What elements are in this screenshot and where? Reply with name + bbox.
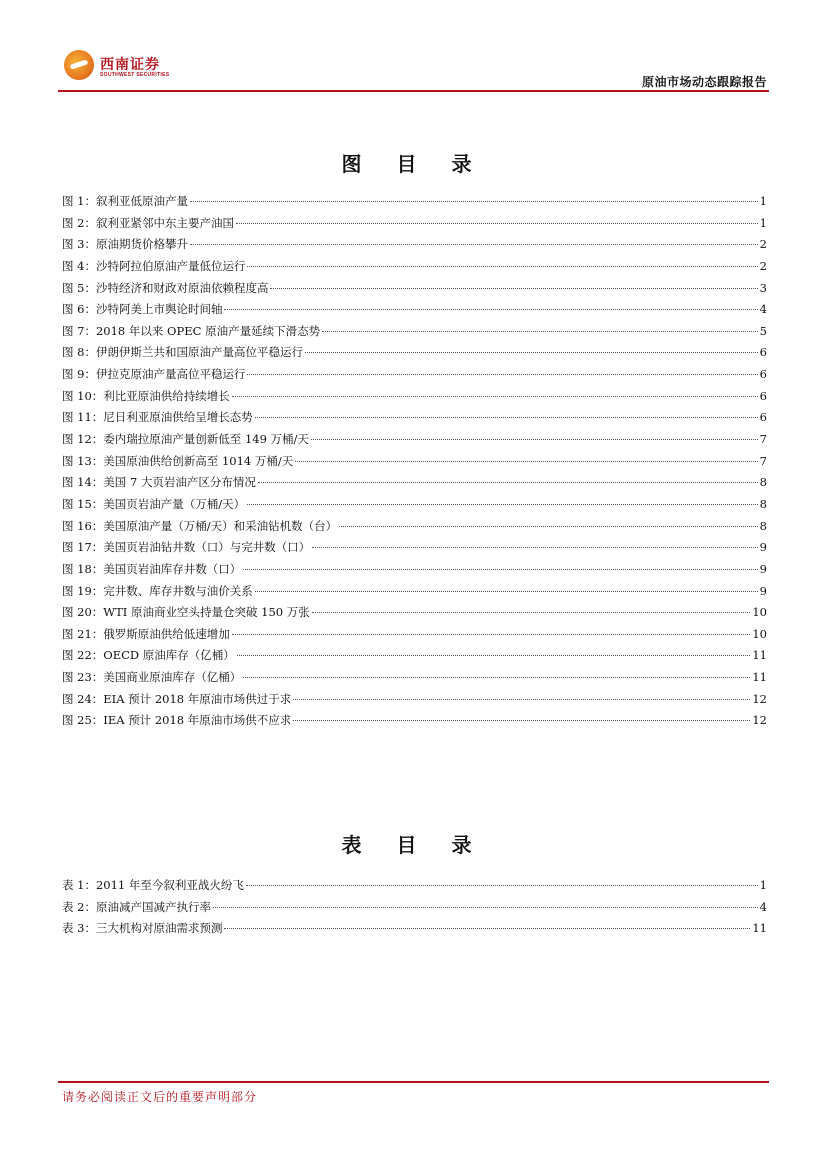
report-title: 原油市场动态跟踪报告 xyxy=(641,75,767,89)
toc-entry-page[interactable]: 1 xyxy=(759,215,767,230)
figure-toc-entry[interactable] xyxy=(62,409,767,431)
dot-leader xyxy=(255,417,758,418)
toc-entry-label[interactable]: 图 6：沙特阿美上市舆论时间轴 xyxy=(62,302,223,317)
figure-toc-entry[interactable] xyxy=(62,193,767,215)
company-logo xyxy=(64,50,174,86)
figure-toc-entry[interactable] xyxy=(62,604,767,626)
toc-entry-label[interactable]: 图 7：2018 年以来 OPEC 原油产量延续下滑态势 xyxy=(62,323,321,338)
dot-leader xyxy=(311,439,758,440)
figure-toc-entry[interactable] xyxy=(62,518,767,540)
logo-chinese-name: 西南证券 xyxy=(100,57,160,73)
figure-toc-entry[interactable] xyxy=(62,496,767,518)
dot-leader xyxy=(246,885,758,886)
toc-entry-label[interactable]: 图 20：WTI 原油商业空头持量仓突破 150 万张 xyxy=(62,605,310,620)
toc-entry-label[interactable]: 图 17：美国页岩油钻井数（口）与完井数（口） xyxy=(62,540,311,555)
toc-entry-label[interactable]: 图 24：EIA 预计 2018 年原油市场供过于求 xyxy=(62,691,292,706)
dot-leader xyxy=(232,634,751,635)
toc-entry-label[interactable]: 图 22：OECD 原油库存（亿桶） xyxy=(62,648,235,663)
dot-leader xyxy=(190,201,758,202)
dot-leader xyxy=(293,720,750,721)
toc-entry-page[interactable]: 8 xyxy=(759,475,767,490)
toc-entry-label[interactable]: 图 19：完井数、库存井数与油价关系 xyxy=(62,583,253,598)
figure-toc-entry[interactable] xyxy=(62,431,767,453)
toc-entry-label[interactable]: 图 15：美国页岩油产量（万桶/天） xyxy=(62,496,246,511)
figure-toc-entry[interactable] xyxy=(62,474,767,496)
dot-leader xyxy=(295,461,757,462)
figure-toc-entry[interactable] xyxy=(62,258,767,280)
toc-entry-label[interactable]: 图 11：尼日利亚原油供给呈增长态势 xyxy=(62,410,253,425)
footer-divider xyxy=(58,1081,769,1083)
toc-entry-label[interactable]: 图 18：美国页岩油库存井数（口） xyxy=(62,561,242,576)
figure-toc-entry[interactable] xyxy=(62,539,767,561)
figure-toc-entry[interactable] xyxy=(62,453,767,475)
dot-leader xyxy=(255,591,758,592)
dot-leader xyxy=(293,699,750,700)
toc-entry-label[interactable]: 表 1：2011 年至今叙利亚战火纷飞 xyxy=(62,878,244,892)
toc-entry-label[interactable]: 图 1：叙利亚低原油产量 xyxy=(62,194,188,208)
toc-entry-page[interactable]: 2 xyxy=(759,237,767,252)
table-toc-entry[interactable] xyxy=(62,899,767,921)
toc-entry-page[interactable]: 11 xyxy=(752,670,767,685)
figure-toc-entry[interactable] xyxy=(62,583,767,605)
toc-entry-page[interactable]: 11 xyxy=(752,921,767,936)
toc-entry-page[interactable]: 12 xyxy=(752,691,767,706)
table-index-title: 表 目 录 xyxy=(341,833,486,857)
figure-toc-entry[interactable] xyxy=(62,626,767,648)
dot-leader xyxy=(305,352,758,353)
figure-toc-entry[interactable] xyxy=(62,712,767,734)
toc-entry-label[interactable]: 图 12：委内瑞拉原油产量创新低至 149 万桶/天 xyxy=(62,432,309,447)
dot-leader xyxy=(247,266,757,267)
toc-entry-page[interactable]: 11 xyxy=(752,648,767,663)
dot-leader xyxy=(258,482,758,483)
dot-leader xyxy=(232,396,758,397)
toc-entry-label[interactable]: 图 9：伊拉克原油产量高位平稳运行 xyxy=(62,367,246,382)
toc-entry-page[interactable]: 2 xyxy=(759,258,767,273)
toc-entry-page[interactable]: 3 xyxy=(759,280,767,295)
toc-entry-label[interactable]: 图 2：叙利亚紧邻中东主要产油国 xyxy=(62,215,234,230)
figure-toc-entry[interactable] xyxy=(62,691,767,713)
header-divider xyxy=(58,90,769,92)
toc-entry-label[interactable]: 图 23：美国商业原油库存（亿桶） xyxy=(62,670,242,685)
figure-toc-entry[interactable] xyxy=(62,366,767,388)
figure-toc-entry[interactable] xyxy=(62,388,767,410)
toc-entry-label[interactable]: 图 16：美国原油产量（万桶/天）和采油钻机数（台） xyxy=(62,518,338,533)
figure-index-list xyxy=(62,193,767,734)
dot-leader xyxy=(224,309,757,310)
toc-entry-label[interactable]: 表 2：原油减产国减产执行率 xyxy=(62,899,211,914)
toc-entry-page[interactable]: 7 xyxy=(759,453,767,468)
toc-entry-label[interactable]: 图 10：利比亚原油供给持续增长 xyxy=(62,388,230,403)
toc-entry-label[interactable]: 图 5：沙特经济和财政对原油依赖程度高 xyxy=(62,280,269,295)
table-index-list xyxy=(62,877,767,942)
figure-toc-entry[interactable] xyxy=(62,236,767,258)
toc-entry-page[interactable]: 6 xyxy=(759,367,767,382)
figure-toc-entry[interactable] xyxy=(62,323,767,345)
toc-entry-label[interactable]: 图 3：原油期货价格攀升 xyxy=(62,237,188,252)
dot-leader xyxy=(213,907,758,908)
figure-toc-entry[interactable] xyxy=(62,561,767,583)
toc-entry-page[interactable]: 1 xyxy=(759,194,767,208)
dot-leader xyxy=(322,331,758,332)
dot-leader xyxy=(237,655,751,656)
toc-entry-label[interactable]: 图 25：IEA 预计 2018 年原油市场供不应求 xyxy=(62,713,292,728)
figure-toc-entry[interactable] xyxy=(62,344,767,366)
toc-entry-page[interactable]: 4 xyxy=(759,302,767,317)
toc-entry-label[interactable]: 表 3：三大机构对原油需求预测 xyxy=(62,921,223,936)
dot-leader xyxy=(190,244,758,245)
toc-entry-page[interactable]: 5 xyxy=(759,323,767,338)
dot-leader xyxy=(270,288,757,289)
figure-toc-entry[interactable] xyxy=(62,669,767,691)
dot-leader xyxy=(312,612,751,613)
toc-entry-page[interactable]: 1 xyxy=(759,878,767,892)
footer-disclaimer: 请务必阅读正文后的重要声明部分 xyxy=(62,1090,258,1104)
figure-toc-entry[interactable] xyxy=(62,280,767,302)
toc-entry-page[interactable]: 6 xyxy=(759,410,767,425)
toc-entry-page[interactable]: 9 xyxy=(759,561,767,576)
toc-entry-label[interactable]: 图 13：美国原油供给创新高至 1014 万桶/天 xyxy=(62,453,294,468)
figure-toc-entry[interactable] xyxy=(62,647,767,669)
toc-entry-label[interactable]: 图 21：俄罗斯原油供给低速增加 xyxy=(62,626,230,641)
figure-index-title: 图 目 录 xyxy=(341,152,486,176)
dot-leader xyxy=(224,928,750,929)
dot-leader xyxy=(339,526,758,527)
toc-entry-label[interactable]: 图 14：美国 7 大页岩油产区分布情况 xyxy=(62,475,256,490)
table-toc-entry[interactable] xyxy=(62,877,767,899)
toc-entry-page[interactable]: 6 xyxy=(759,388,767,403)
toc-entry-page[interactable]: 9 xyxy=(759,583,767,598)
toc-entry-page[interactable]: 8 xyxy=(759,496,767,511)
logo-mark-icon xyxy=(64,50,94,80)
toc-entry-page[interactable]: 9 xyxy=(759,540,767,555)
toc-entry-page[interactable]: 6 xyxy=(759,345,767,360)
dot-leader xyxy=(236,223,758,224)
toc-entry-page[interactable]: 10 xyxy=(752,605,767,620)
dot-leader xyxy=(243,569,757,570)
toc-entry-label[interactable]: 图 4：沙特阿拉伯原油产量低位运行 xyxy=(62,258,246,273)
logo-english-name: SOUTHWEST SECURITIES xyxy=(100,72,170,78)
toc-entry-page[interactable]: 8 xyxy=(759,518,767,533)
toc-entry-page[interactable]: 7 xyxy=(759,432,767,447)
dot-leader xyxy=(243,677,750,678)
figure-toc-entry[interactable] xyxy=(62,301,767,323)
dot-leader xyxy=(247,504,758,505)
figure-toc-entry[interactable] xyxy=(62,215,767,237)
toc-entry-page[interactable]: 12 xyxy=(752,713,767,728)
dot-leader xyxy=(247,374,757,375)
toc-entry-page[interactable]: 4 xyxy=(759,899,767,914)
toc-entry-label[interactable]: 图 8：伊朗伊斯兰共和国原油产量高位平稳运行 xyxy=(62,345,303,360)
table-toc-entry[interactable] xyxy=(62,920,767,942)
toc-entry-page[interactable]: 10 xyxy=(752,626,767,641)
dot-leader xyxy=(312,547,757,548)
